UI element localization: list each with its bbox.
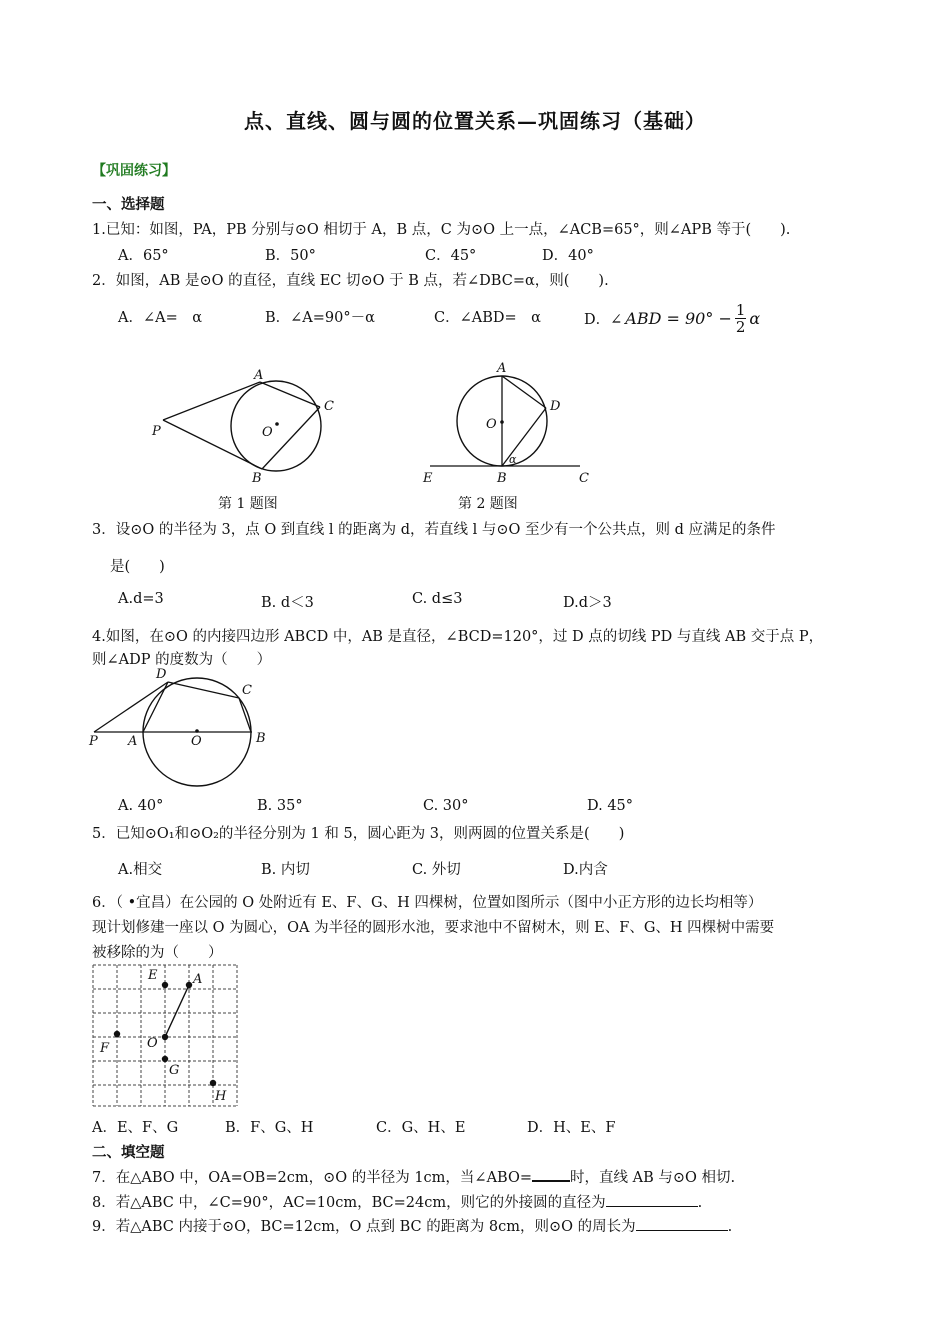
fig4-label-o: O: [191, 734, 202, 749]
q4-option-d: D. 45°: [587, 798, 634, 814]
fig6-label-f: F: [100, 1041, 110, 1056]
q6-option-c: C．G、H、E: [376, 1120, 466, 1136]
q6-option-d: D．H、E、F: [527, 1120, 616, 1136]
fig1-label-c: C: [324, 399, 334, 414]
fig1-tangent-pa: [163, 382, 260, 420]
fig6-segment-oa: [165, 985, 189, 1037]
fig2-chord-ad: [502, 376, 546, 408]
q9-text-before: 9．若△ABC 内接于⊙O，BC=12cm，O 点到 BC 的距离为 8cm，则⊙O 的周长为: [92, 1219, 636, 1235]
q3-option-b: B. d＜3: [261, 595, 314, 611]
q5-option-a: A.相交: [118, 862, 163, 878]
q1-option-d: D．40°: [542, 248, 594, 264]
fig6-point-a: [186, 982, 192, 988]
q3-text: 3．设⊙O 的半径为 3，点 O 到直线 l 的距离为 d，若直线 l 与⊙O 至少有一个公共点，则 d 应满足的条件: [92, 522, 776, 538]
fig2-label-b: B: [497, 471, 507, 486]
fig6-point-f: [114, 1031, 120, 1037]
fig6-label-a: A: [193, 972, 203, 987]
fig6-point-h: [210, 1080, 216, 1086]
fig2-label-a: A: [497, 361, 507, 376]
q5-text: 5．已知⊙O₁和⊙O₂的半径分别为 1 和 5，圆心距为 3，则两圆的位置关系是( ): [92, 826, 625, 842]
q8-text-before: 8．若△ABC 中，∠C=90°，AC=10cm，BC=24cm，则它的外接圆的直径为: [92, 1195, 606, 1211]
q6-text: 6．（ •宜昌）在公园的 O 处附近有 E、F、G、H 四棵树，位置如图所示（图中小正方形的边长均相等）: [92, 895, 763, 911]
fig4-center-dot: [195, 729, 199, 733]
q3-option-c: C. d≤3: [412, 591, 463, 607]
fig1-label-o: O: [262, 425, 273, 440]
fig4-chord-dc: [168, 682, 239, 698]
fig6-point-g: [162, 1056, 168, 1062]
fig2-label-alpha: α: [509, 453, 517, 466]
fig4-chord-cb: [239, 698, 251, 732]
fig4-label-b: B: [256, 731, 266, 746]
figure-4-diagram: [86, 665, 276, 790]
fig4-label-a: A: [128, 734, 138, 749]
q2-text: 2．如图，AB 是⊙O 的直径，直线 EC 切⊙O 于 B 点，若∠DBC=α，则( ).: [92, 273, 609, 289]
q6-text-cont: 现计划修建一座以 O 为圆心，OA 为半径的圆形水池，要求池中不留树木，则 E、F、G、H 四棵树中需要: [92, 920, 775, 936]
q7-text: [92, 1166, 735, 1187]
fig2-label-o: O: [486, 417, 497, 432]
q2-option-d: [584, 296, 760, 340]
q9-text-after: .: [727, 1219, 733, 1235]
fig1-center-dot: [275, 422, 279, 426]
q2-option-d-prefix: D．∠: [584, 311, 623, 328]
q3-option-a: A.d=3: [118, 591, 164, 607]
fig1-label-b: B: [252, 471, 262, 486]
section-tag: 【巩固练习】: [92, 163, 176, 179]
figure-2-diagram: [415, 358, 600, 488]
q1-option-c: C．45°: [425, 248, 477, 264]
fig1-circle: [231, 381, 321, 471]
q9-text: [92, 1215, 732, 1236]
q8-text-after: .: [697, 1195, 703, 1211]
fig2-label-e: E: [423, 471, 433, 486]
fraction-denominator: 2: [735, 317, 746, 336]
fig6-point-e: [162, 982, 168, 988]
fig4-chord-ad: [143, 682, 168, 732]
q7-text-after: 时，直线 AB 与⊙O 相切.: [570, 1170, 736, 1186]
fig1-tangent-pb: [163, 420, 262, 469]
q4-option-b: B. 35°: [257, 798, 303, 814]
figure-2-caption: 第 2 题图: [458, 496, 518, 512]
fig2-center-dot: [500, 420, 504, 424]
part2-heading: 二、填空题: [92, 1144, 165, 1161]
fig2-label-d: D: [550, 399, 561, 414]
q2-option-d-math: ABD = 90° −: [625, 308, 732, 328]
fig1-label-p: P: [152, 424, 161, 439]
q2-option-b: B．∠A=90°－α: [265, 310, 375, 326]
q5-option-c: C. 外切: [412, 862, 461, 878]
q8-answer-blank[interactable]: [606, 1206, 698, 1207]
fig1-chord-ac: [260, 382, 320, 407]
fig6-label-o: O: [147, 1036, 158, 1051]
figure-1-diagram: [140, 360, 340, 490]
q1-option-b: B．50°: [265, 248, 316, 264]
fig6-point-o: [162, 1034, 168, 1040]
fraction-numerator: 1: [735, 300, 746, 319]
q5-option-d: D.内含: [563, 862, 608, 878]
q6-option-b: B．F、G、H: [225, 1120, 314, 1136]
q6-text-cont2: 被移除的为（ ）: [92, 945, 223, 961]
q2-option-d-alpha: α: [749, 308, 761, 328]
q6-option-a: A．E、F、G: [92, 1120, 179, 1136]
q9-answer-blank[interactable]: [636, 1230, 728, 1231]
fig1-label-a: A: [254, 368, 264, 383]
part1-heading: 一、选择题: [92, 196, 165, 213]
q2-option-a: A．∠A= α: [118, 310, 203, 326]
q4-text: 4.如图，在⊙O 的内接四边形 ABCD 中，AB 是直径，∠BCD=120°，过 D 点的切线 PD 与直线 AB 交于点 P，: [92, 629, 824, 645]
q8-text: [92, 1191, 702, 1212]
q4-text-cont: 则∠ADP 的度数为（ ）: [92, 652, 272, 668]
q7-text-before: 7．在△ABO 中，OA=OB=2cm，⊙O 的半径为 1cm，当∠ABO=: [92, 1170, 532, 1186]
fig6-label-e: E: [148, 968, 158, 983]
q4-option-a: A. 40°: [118, 798, 164, 814]
fig2-label-c: C: [579, 471, 589, 486]
fig6-label-h: H: [215, 1089, 227, 1104]
q7-answer-blank[interactable]: [532, 1180, 570, 1182]
page-title: 点、直线、圆与圆的位置关系—巩固练习（基础）: [244, 109, 706, 133]
q2-option-d-fraction: [735, 302, 747, 335]
q1-text: 1.已知：如图，PA，PB 分别与⊙O 相切于 A，B 点，C 为⊙O 上一点，∠ACB=65°，则∠APB 等于( ).: [92, 222, 791, 238]
q1-option-a: A．65°: [118, 248, 169, 264]
q4-option-c: C. 30°: [423, 798, 469, 814]
q3-text-cont: 是( ): [110, 559, 165, 575]
figure-1-caption: 第 1 题图: [218, 496, 278, 512]
fig6-label-g: G: [169, 1063, 180, 1078]
fig4-label-p: P: [89, 734, 98, 749]
fig4-tangent-pd: [94, 682, 168, 732]
q2-option-c: C．∠ABD= α: [434, 310, 541, 326]
q3-option-d: D.d＞3: [563, 595, 612, 611]
fig4-label-c: C: [242, 683, 252, 698]
q5-option-b: B. 内切: [261, 862, 310, 878]
fig4-label-d: D: [156, 667, 167, 682]
figure-6-grid-diagram: [90, 963, 240, 1108]
